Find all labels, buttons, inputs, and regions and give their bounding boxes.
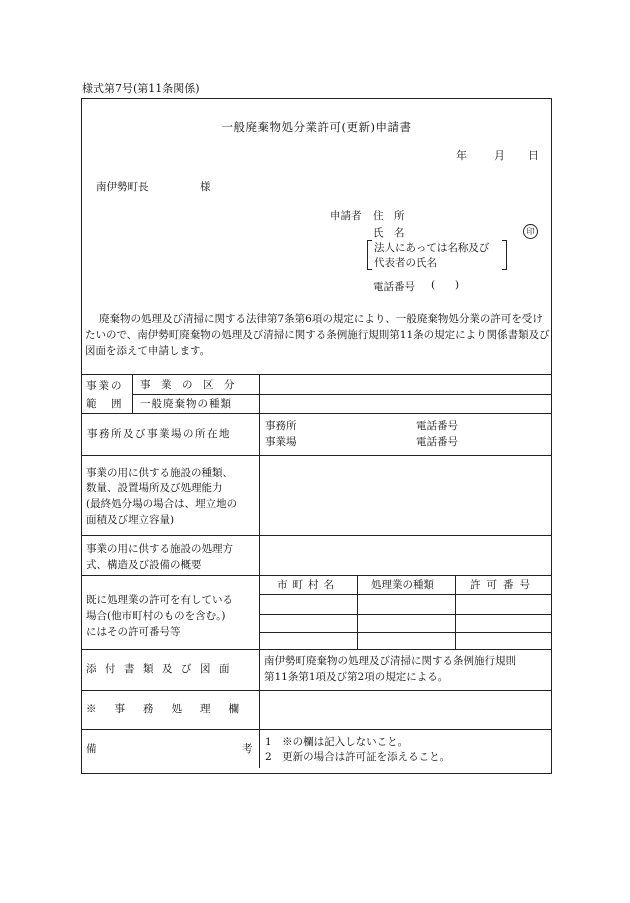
office-use-label: ※事務処理欄: [86, 703, 257, 715]
attachments-text-line2: 第11条第1項及び第2項の規定による。: [264, 671, 449, 683]
table-top-border: [82, 374, 551, 375]
office-phone-label: 電話番号: [416, 420, 458, 432]
method-label-line1: 事業の用に供する施設の処理方: [86, 543, 233, 555]
col-permit-number: 許可番号: [470, 579, 536, 591]
facilities-label-line1: 事業の用に供する施設の種類、: [86, 467, 233, 479]
facilities-label-line4: 面積及び埋立容量): [86, 514, 175, 526]
applicant-note-line1: 法人にあっては名称及び: [374, 242, 490, 254]
row-divider-location: [82, 413, 551, 414]
row-divider-facilities: [82, 455, 551, 456]
row-divider-attachments: [82, 649, 551, 650]
applicant-name-label: 氏 名: [373, 227, 405, 239]
existing-permit-line1: 既に処理業の許可を有している: [86, 594, 233, 606]
existing-permit-line3: にはその許可番号等: [86, 626, 181, 638]
existing-permit-line2: 場合(他市町村のものを含む。): [86, 610, 226, 622]
applicant-address-label: 住 所: [373, 210, 405, 222]
site-phone-label: 電話番号: [416, 436, 458, 448]
form-title: 一般廃棄物処分業許可(更新)申請書: [221, 120, 412, 134]
phone-paren-open: (: [431, 279, 436, 291]
application-statement: 廃棄物の処理及び清掃に関する法律第7条第6項の規定により、一般廃棄物処分業の許可を受けたいので、南伊勢町廃棄物の処理及び清掃に関する条例施行規則第11条の規定により関係書類及び図面を添えて申請します。: [85, 313, 550, 357]
table-label-divider: [259, 374, 260, 768]
business-category-label: 事 業 の 区 分: [140, 379, 235, 391]
row-divider-existing: [82, 575, 551, 576]
note-bracket-right: [502, 240, 507, 270]
remarks-note-2: 2 更新の場合は許可証を添えること。: [265, 751, 451, 763]
date-year: 年: [456, 149, 467, 162]
note-bracket-left: [367, 240, 372, 270]
waste-type-label: 一般廃棄物の種類: [140, 398, 232, 410]
attachments-label: 添付書類及び図面: [86, 663, 238, 675]
permit-row-divider-2: [259, 632, 551, 633]
permit-row-divider-1: [259, 614, 551, 615]
addressee-honorific: 様: [200, 181, 211, 193]
phone-paren-close: ): [455, 279, 460, 291]
permit-col-divider-2: [455, 575, 456, 649]
applicant-label: 申請者: [330, 210, 362, 222]
application-form: [81, 98, 552, 774]
scope-label-top: 事業の: [86, 380, 124, 392]
scope-label-bottom: 範 囲: [86, 398, 124, 410]
applicant-note-line2: 代表者の氏名: [374, 257, 437, 269]
phone-label: 電話番号: [373, 281, 415, 293]
site-label: 事業場: [265, 436, 297, 448]
permit-col-divider-1: [357, 575, 358, 649]
form-number: 様式第7号(第11条関係): [82, 82, 200, 95]
remarks-note-1: 1 ※の欄は記入しないこと。: [265, 736, 409, 748]
remarks-label-left: 備: [86, 743, 97, 755]
permit-header-divider: [259, 594, 551, 595]
date-day: 日: [528, 149, 539, 162]
remarks-label-right: 考: [242, 743, 253, 755]
row-divider-office-use: [82, 690, 551, 691]
addressee-name: 南伊勢町長: [96, 181, 149, 193]
method-label-line2: 式、構造及び設備の概要: [86, 559, 202, 571]
location-label: 事務所及び事業場の所在地: [87, 428, 231, 440]
col-business-type: 処理業の種類: [371, 579, 434, 591]
date-month: 月: [494, 149, 505, 162]
facilities-label-line2: 数量、設置場所及び処理能力: [86, 482, 223, 494]
scope-row-divider: [132, 394, 551, 395]
office-label: 事務所: [265, 420, 297, 432]
attachments-text-line1: 南伊勢町廃棄物の処理及び清掃に関する条例施行規則: [264, 655, 516, 667]
seal-mark: 印: [523, 224, 538, 239]
facilities-label-line3: (最終処分場の場合は、埋立地の: [86, 498, 238, 510]
col-municipality: 市町村名: [277, 579, 339, 591]
row-divider-remarks: [82, 729, 551, 730]
row-divider-method: [82, 535, 551, 536]
